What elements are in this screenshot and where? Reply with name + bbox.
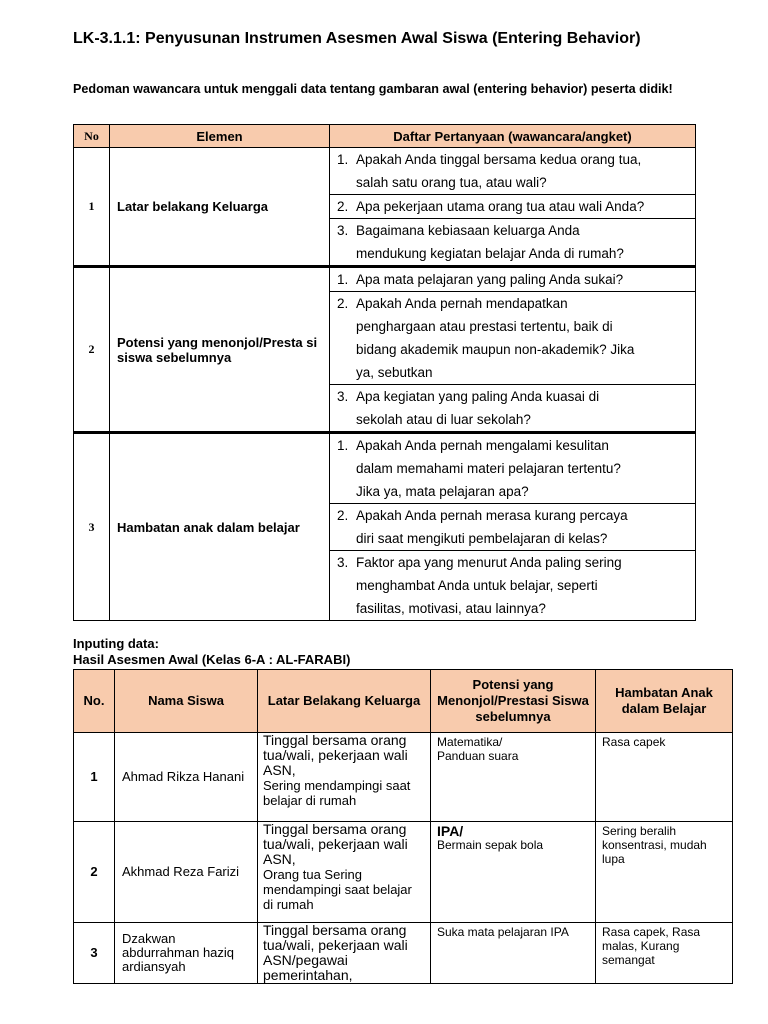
question-item: [330, 504, 696, 551]
question-line: diri saat mengikuti pembelajaran di kelas?: [356, 531, 608, 546]
guideline-table: [73, 124, 696, 621]
family-background-line: Tinggal bersama orang tua/wali, pekerjaan wali ASN/pegawai pemerintahan,: [263, 922, 408, 983]
question-number: 1.: [337, 438, 349, 453]
results-table: [73, 669, 733, 984]
question-line: Apakah Anda tinggal bersama kedua orang tua,: [356, 152, 642, 167]
family-background: [258, 923, 431, 984]
col-header-hambatan: Hambatan Anak dalam Belajar: [596, 670, 733, 733]
question-item: [330, 267, 696, 292]
question-line: Faktor apa yang menurut Anda paling sering: [356, 555, 622, 570]
row-number: 2: [74, 822, 115, 923]
element-label: Hambatan anak dalam belajar: [110, 433, 330, 621]
element-label: Potensi yang menonjol/Presta si siswa sebelumnya: [110, 267, 330, 433]
family-background-line: Sering mendampingi saat belajar di rumah: [263, 778, 411, 808]
col-header-elemen: Elemen: [110, 125, 330, 148]
question-number: 2.: [337, 508, 349, 523]
question-line: sekolah atau di luar sekolah?: [356, 412, 531, 427]
question-item: [330, 219, 696, 267]
table-row: [74, 923, 733, 984]
family-background: [258, 733, 431, 822]
potential-line: Matematika/: [437, 735, 503, 749]
question-number: 3.: [337, 555, 349, 570]
row-number: 3: [74, 923, 115, 984]
question-number: 3.: [337, 223, 349, 238]
question-line: dalam memahami materi pelajaran tertentu?: [356, 461, 621, 476]
col-header-latar: Latar Belakang Keluarga: [258, 670, 431, 733]
col-header-pertanyaan: Daftar Pertanyaan (wawancara/angket): [330, 125, 696, 148]
potential: [431, 733, 596, 822]
question-line: bidang akademik maupun non-akademik? Jika: [356, 342, 635, 357]
table-row: [74, 733, 733, 822]
family-background: [258, 822, 431, 923]
col-header-potensi: Potensi yang Menonjol/Prestasi Siswa sebelumnya: [431, 670, 596, 733]
student-name: Ahmad Rikza Hanani: [115, 733, 258, 822]
question-line: salah satu orang tua, atau wali?: [356, 175, 547, 190]
question-line: mendukung kegiatan belajar Anda di rumah?: [356, 246, 624, 261]
potential: [431, 822, 596, 923]
results-title: Hasil Asesmen Awal (Kelas 6-A : AL-FARABI): [73, 652, 351, 667]
page-title: LK-3.1.1: Penyusunan Instrumen Asesmen Awal Siswa (Entering Behavior): [73, 30, 641, 47]
obstacle: Sering beralih konsentrasi, mudah lupa: [596, 822, 733, 923]
question-item: [330, 195, 696, 219]
question-line: Apakah Anda pernah mendapatkan: [356, 296, 568, 311]
question-item: [330, 292, 696, 385]
question-line: Apa mata pelajaran yang paling Anda sukai?: [356, 272, 624, 287]
obstacle: Rasa capek, Rasa malas, Kurang semangat: [596, 923, 733, 984]
question-line: menghambat Anda untuk belajar, seperti: [356, 578, 598, 593]
question-line: ya, sebutkan: [356, 365, 433, 380]
question-line: fasilitas, motivasi, atau lainnya?: [356, 601, 546, 616]
row-number: 1: [74, 148, 110, 267]
question-number: 2.: [337, 199, 349, 214]
intro-text: Pedoman wawancara untuk menggali data tentang gambaran awal (entering behavior) peserta didik!: [73, 82, 673, 96]
question-line: Apakah Anda pernah merasa kurang percaya: [356, 508, 628, 523]
family-background-line: Orang tua Sering mendampingi saat belajar di rumah: [263, 867, 412, 912]
question-number: 3.: [337, 389, 349, 404]
question-line: Apa kegiatan yang paling Anda kuasai di: [356, 389, 600, 404]
family-background-line: Tinggal bersama orang tua/wali, pekerjaan wali ASN,: [263, 821, 408, 867]
inputing-section-label: [73, 636, 350, 668]
inputing-label: Inputing data:: [73, 636, 159, 651]
question-number: 1.: [337, 272, 349, 287]
student-name: Dzakwan abdurrahman haziq ardiansyah: [115, 923, 258, 984]
row-number: 2: [74, 267, 110, 433]
row-number: 1: [74, 733, 115, 822]
table-row: [74, 148, 696, 195]
question-line: penghargaan atau prestasi tertentu, baik di: [356, 319, 613, 334]
potential-line: Bermain sepak bola: [437, 838, 544, 852]
potential: Suka mata pelajaran IPA: [431, 923, 596, 984]
table-row: [74, 267, 696, 292]
col-header-no: No: [74, 125, 110, 148]
col-header-nama: Nama Siswa: [115, 670, 258, 733]
table-row: [74, 822, 733, 923]
question-line: Apa pekerjaan utama orang tua atau wali Anda?: [356, 199, 645, 214]
potential-line: Panduan suara: [437, 749, 519, 763]
question-item: [330, 385, 696, 433]
question-number: 2.: [337, 296, 349, 311]
obstacle: Rasa capek: [596, 733, 733, 822]
family-background-line: Tinggal bersama orang tua/wali, pekerjaan wali ASN,: [263, 732, 408, 778]
question-item: [330, 551, 696, 621]
question-line: Bagaimana kebiasaan keluarga Anda: [356, 223, 580, 238]
table-row: [74, 433, 696, 504]
col-header-no: No.: [74, 670, 115, 733]
question-item: [330, 433, 696, 504]
question-line: Jika ya, mata pelajaran apa?: [356, 484, 529, 499]
row-number: 3: [74, 433, 110, 621]
element-label: Latar belakang Keluarga: [110, 148, 330, 267]
question-line: Apakah Anda pernah mengalami kesulitan: [356, 438, 609, 453]
student-name: Akhmad Reza Farizi: [115, 822, 258, 923]
potential-line: IPA/: [437, 823, 464, 839]
question-number: 1.: [337, 152, 349, 167]
question-item: [330, 148, 696, 195]
